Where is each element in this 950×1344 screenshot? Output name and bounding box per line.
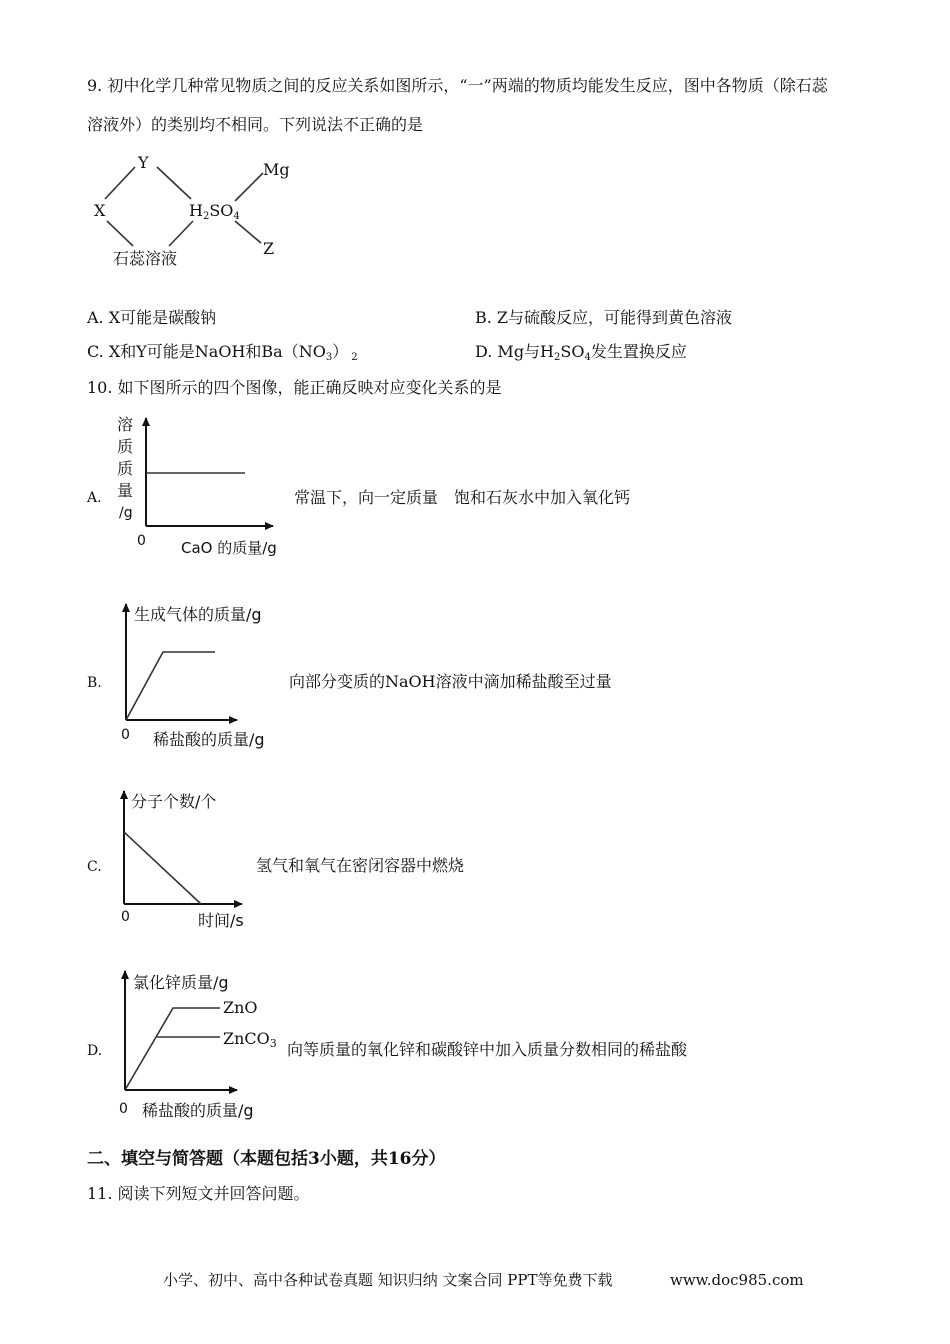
origin-d: 0: [119, 1101, 128, 1117]
ylabel-a-char-5: /g: [119, 505, 133, 521]
xlabel-c: 时间/s: [198, 911, 244, 930]
edge-y-h2so4: [157, 167, 191, 199]
node-h2so4: H2SO4: [189, 201, 240, 222]
q10-option-d-desc: 向等质量的氧化锌和碳酸锌中加入质量分数相同的稀盐酸: [287, 1040, 688, 1059]
series-label-znco3: ZnCO3: [223, 1029, 277, 1050]
node-litmus: 石蕊溶液: [113, 249, 178, 268]
footer-text: 小学、初中、高中各种试卷真题 知识归纳 文案合同 PPT等免费下载: [163, 1271, 613, 1289]
ylabel-a-char-2: 质: [117, 437, 134, 456]
origin-a: 0: [137, 533, 146, 549]
curve-c: [124, 832, 201, 904]
edge-h2so4-mg: [235, 173, 263, 201]
edge-x-litmus: [107, 221, 133, 246]
ylabel-a-char-4: 量: [117, 481, 134, 500]
node-mg: Mg: [263, 160, 290, 179]
ylabel-d: 氯化锌质量/g: [133, 973, 229, 992]
ylabel-a-char-1: 溶: [117, 415, 134, 434]
reaction-relation-diagram: [85, 145, 315, 273]
q9-option-a: A. X可能是碳酸钠: [87, 308, 217, 327]
footer-url[interactable]: www.doc985.com: [670, 1271, 804, 1289]
xlabel-d: 稀盐酸的质量/g: [142, 1101, 254, 1120]
q9-option-b: B. Z与硫酸反应，可能得到黄色溶液: [475, 308, 733, 327]
ylabel-a-char-3: 质: [117, 459, 134, 478]
node-y: Y: [138, 153, 149, 172]
node-x: X: [94, 201, 106, 220]
section-heading: 二、填空与简答题（本题包括3小题，共16分）: [87, 1149, 446, 1169]
graph-d: [105, 965, 290, 1123]
q9-option-c: C. X和Y可能是NaOH和$Ba(NO_3)$ $_2$: [87, 342, 358, 363]
q10-option-d-label: D.: [87, 1043, 103, 1059]
xlabel-a: CaO 的质量/g: [181, 539, 277, 557]
q9-stem-line1: 9. 初中化学几种常见物质之间的反应关系如图所示，“一”两端的物质均能发生反应，图中各物质（除石蕊: [87, 76, 828, 95]
q10-option-c-desc: 氢气和氧气在密闭容器中燃烧: [256, 856, 465, 875]
q10-option-b-label: B.: [87, 675, 102, 691]
node-z: Z: [263, 239, 275, 258]
ylabel-c: 分子个数/个: [131, 792, 217, 811]
edge-h2so4-z: [235, 221, 261, 243]
q10-stem: 10. 如下图所示的四个图像，能正确反映对应变化关系的是: [87, 378, 502, 397]
ylabel-b: 生成气体的质量/g: [134, 605, 262, 624]
edge-h2so4-litmus: [169, 221, 193, 246]
curve-b: [126, 652, 215, 720]
q10-option-c-label: C.: [87, 859, 102, 875]
origin-c: 0: [121, 909, 130, 925]
q10-option-a-label: A.: [87, 490, 102, 506]
graph-b: [105, 598, 290, 750]
edge-y-x: [105, 167, 135, 199]
xlabel-b: 稀盐酸的质量/g: [153, 730, 265, 749]
q10-option-b-desc: 向部分变质的NaOH溶液中滴加稀盐酸至过量: [289, 672, 612, 691]
q11-stem: 11. 阅读下列短文并回答问题。: [87, 1184, 310, 1203]
series-label-zno: ZnO: [223, 998, 258, 1017]
graph-a: [105, 410, 290, 560]
graph-c: [105, 785, 265, 935]
origin-b: 0: [121, 727, 130, 743]
curve-d-zno: [125, 1008, 220, 1090]
q9-stem-line2: 溶液外）的类别均不相同。下列说法不正确的是: [87, 115, 424, 134]
q9-option-d: D. Mg与$H_2SO_4$发生置换反应: [475, 342, 687, 363]
q10-option-a-desc: 常温下，向一定质量 饱和石灰水中加入氧化钙: [294, 488, 631, 507]
